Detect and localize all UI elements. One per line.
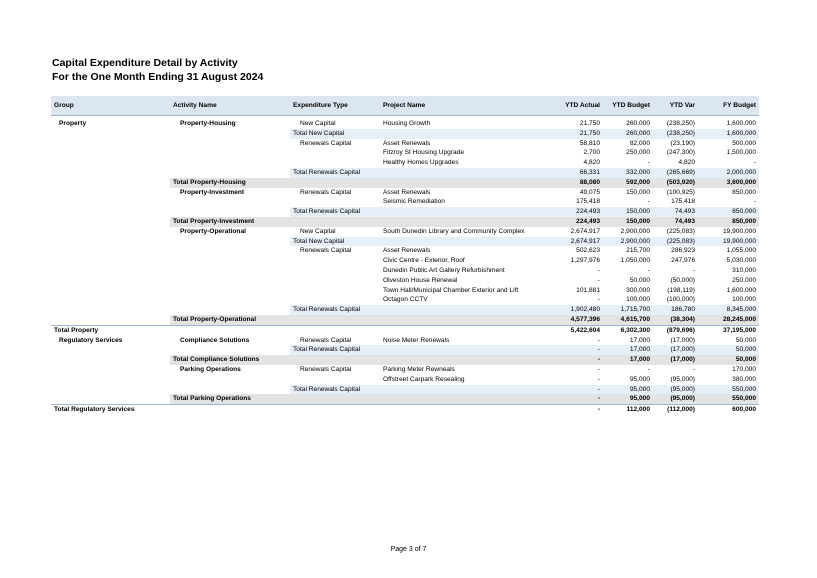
cell-group [51,394,170,404]
cell-ytd-actual: 2,674,917 [570,227,600,235]
cell-fy-budget: 37,195,000 [698,325,759,335]
cell-ytd-var: (95,000) [670,375,695,383]
cell-expenditure-type: Renewals Capital [300,188,352,196]
cell-ytd-budget: 17,000 [603,355,653,365]
cell-ytd-budget: 2,900,000 [603,237,653,247]
cell-activity [170,139,290,149]
table-row [51,139,759,149]
table-row [51,266,759,276]
cell-expenditure-type [290,178,380,188]
cell-ytd-actual: - [550,355,603,365]
cell-group: Property [59,120,87,127]
cell-ytd-actual: 58,810 [579,139,600,147]
cell-group [51,305,170,315]
cell-ytd-budget: 592,000 [603,178,653,188]
cell-ytd-actual: 4,577,396 [550,315,603,325]
cell-project: Noise Meter Renewals [383,336,450,344]
cell-expenditure-type [290,375,380,385]
cell-group [51,246,170,256]
cell-activity [170,168,290,178]
cell-activity [170,286,290,296]
cell-expenditure-type [290,315,380,325]
cell-ytd-actual: 2,700 [583,149,600,157]
cell-group [51,168,170,178]
table-row [51,365,759,375]
cell-expenditure-type [290,217,380,227]
cell-group [51,365,170,375]
capex-table [51,96,759,415]
cell-project [380,168,550,178]
cell-expenditure-type [290,276,380,286]
cell-ytd-actual: 175,418 [576,198,600,206]
cell-ytd-budget: 100,000 [626,296,650,304]
report-title: Capital Expenditure Detail by Activity [52,57,238,69]
cell-activity: Compliance Solutions [180,336,250,344]
cell-ytd-actual: - [597,296,600,304]
cell-activity [170,375,290,385]
table-row [51,355,759,365]
cell-ytd-var: 4,820 [678,159,695,167]
cell-ytd-budget: 300,000 [626,286,650,294]
cell-ytd-var: (17,000) [670,336,695,344]
cell-expenditure-type: Renewals Capital [300,247,352,255]
cell-ytd-budget: 1,715,700 [603,305,653,315]
cell-activity [170,256,290,266]
cell-fy-budget: 1,600,000 [726,286,756,294]
cell-group [51,375,170,385]
cell-activity [170,129,290,139]
cell-ytd-budget: 95,000 [629,375,650,383]
cell-ytd-var: (265,669) [653,168,698,178]
table-row [51,158,759,168]
cell-fy-budget: 100,000 [732,296,756,304]
cell-fy-budget: 50,000 [698,355,759,365]
cell-project: Healthy Homes Upgrades [383,159,459,167]
cell-group [51,188,170,198]
cell-fy-budget: 19,900,000 [698,237,759,247]
cell-group [51,256,170,266]
cell-expenditure-type [290,325,380,335]
cell-project [380,237,550,247]
cell-ytd-actual: 66,331 [550,168,603,178]
table-row [51,168,759,178]
table-row [51,405,759,415]
cell-activity [170,197,290,207]
cell-ytd-actual: 21,750 [550,129,603,139]
cell-ytd-budget: 215,700 [626,247,650,255]
cell-fy-budget: 1,600,000 [726,120,756,127]
report-period: For the One Month Ending 31 August 2024 [52,71,264,83]
cell-ytd-actual: 4,820 [583,159,600,167]
cell-activity: Property-Operational [180,227,246,235]
cell-project [380,355,550,365]
table-row [51,256,759,266]
cell-activity: Total Parking Operations [170,394,290,404]
cell-expenditure-type: Total Renewals Capital [290,168,380,178]
cell-fy-budget: 500,000 [732,139,756,147]
cell-ytd-actual: - [550,405,603,415]
cell-expenditure-type: Total New Capital [290,129,380,139]
cell-ytd-budget: - [647,266,650,274]
cell-group [51,295,170,305]
cell-group [51,286,170,296]
cell-project: Dunedin Public Art Gallery Refurbishment [383,266,505,274]
cell-group [51,217,170,227]
cell-project: Octagon CCTV [383,296,428,304]
cell-ytd-var: (50,000) [670,276,695,284]
cell-fy-budget: 310,000 [732,266,756,274]
cell-fy-budget: 170,000 [732,365,756,373]
cell-ytd-budget: 4,615,700 [603,315,653,325]
cell-ytd-var: (503,920) [653,178,698,188]
cell-ytd-var: - [692,266,695,274]
cell-activity [170,148,290,158]
cell-ytd-var: (879,696) [653,325,698,335]
cell-expenditure-type: Renewals Capital [300,336,352,344]
cell-activity: Property-Housing [180,120,236,127]
col-header-fy-budget: FY Budget [698,96,759,116]
cell-ytd-actual: 224,493 [550,207,603,217]
cell-ytd-var: (23,190) [670,139,695,147]
cell-group: Total Regulatory Services [51,405,170,415]
cell-fy-budget: 50,000 [735,336,756,344]
cell-project: Asset Renewals [383,139,431,147]
cell-ytd-budget: 2,900,000 [620,227,650,235]
cell-fy-budget: 3,600,000 [698,178,759,188]
cell-ytd-actual: - [550,385,603,395]
cell-activity [170,266,290,276]
cell-expenditure-type: Total Renewals Capital [290,385,380,395]
cell-ytd-budget: - [647,365,650,373]
table-row [51,345,759,355]
cell-ytd-var: (225,083) [653,237,698,247]
cell-expenditure-type: New Capital [300,227,336,235]
table-row [51,178,759,188]
cell-ytd-var: (247,300) [666,149,695,157]
cell-project [380,207,550,217]
cell-fy-budget: 28,245,000 [698,315,759,325]
cell-ytd-budget: 50,000 [629,276,650,284]
col-header-ytd-budget: YTD Budget [603,96,653,116]
cell-ytd-var: 247,976 [671,257,695,265]
cell-ytd-budget: 260,000 [626,120,650,127]
cell-group [51,178,170,188]
cell-fy-budget: 380,000 [732,375,756,383]
cell-ytd-var: (238,250) [666,120,695,127]
cell-ytd-budget: 1,050,000 [620,257,650,265]
cell-ytd-var: (225,083) [666,227,695,235]
cell-expenditure-type [290,266,380,276]
cell-ytd-var: (95,000) [653,394,698,404]
cell-group: Regulatory Services [59,336,123,344]
cell-ytd-var: 286,923 [671,247,695,255]
cell-ytd-actual: 224,493 [550,217,603,227]
cell-ytd-actual: - [597,365,600,373]
table-body [51,116,759,415]
table-row [51,188,759,198]
cell-expenditure-type [290,197,380,207]
table-row [51,227,759,237]
cell-ytd-actual: 101,881 [576,286,600,294]
table-row [51,315,759,325]
cell-fy-budget: 850,000 [698,207,759,217]
cell-ytd-budget: 332,000 [603,168,653,178]
cell-expenditure-type: Renewals Capital [300,139,352,147]
table-row [51,217,759,227]
cell-project [380,345,550,355]
table-row [51,207,759,217]
table-row [51,385,759,395]
cell-project [380,394,550,404]
cell-activity: Total Compliance Solutions [170,355,290,365]
cell-expenditure-type [290,286,380,296]
cell-group [51,227,170,237]
cell-ytd-var: (17,000) [653,355,698,365]
cell-project [380,305,550,315]
cell-expenditure-type [290,256,380,266]
cell-ytd-budget: 6,302,300 [603,325,653,335]
cell-group [51,266,170,276]
table-row [51,119,759,129]
cell-project: Parking Meter Rewneals [383,365,455,373]
cell-project [380,405,550,415]
cell-project [380,385,550,395]
cell-project: Seismic Remediation [383,198,445,206]
col-header-project: Project Name [380,96,550,116]
table-row [51,129,759,139]
cell-expenditure-type: Total New Capital [290,237,380,247]
cell-ytd-budget: 82,000 [629,139,650,147]
cell-activity: Property-Investment [180,188,245,196]
cell-expenditure-type: Total Renewals Capital [290,305,380,315]
cell-group [51,207,170,217]
cell-activity [170,207,290,217]
cell-ytd-budget: 250,000 [626,149,650,157]
col-header-group: Group [51,96,170,116]
cell-ytd-var: (95,000) [653,385,698,395]
cell-ytd-actual: - [550,394,603,404]
cell-fy-budget: 850,000 [698,217,759,227]
cell-expenditure-type [290,158,380,168]
page-number: Page 3 of 7 [390,546,427,553]
cell-project [380,217,550,227]
cell-ytd-actual: 502,623 [576,247,600,255]
cell-ytd-var: (112,000) [653,405,698,415]
cell-project: South Dunedin Library and Community Complex [383,227,525,235]
cell-ytd-var: (238,250) [653,129,698,139]
cell-group [51,197,170,207]
cell-fy-budget: 19,900,000 [722,227,756,235]
col-header-expenditure-type: Expenditure Type [290,96,380,116]
cell-ytd-budget: 150,000 [603,207,653,217]
cell-ytd-actual: - [597,336,600,344]
cell-expenditure-type: New Capital [300,120,336,127]
cell-project: Fitzroy St Housing Upgrade [383,149,464,157]
cell-activity [170,305,290,315]
cell-activity [170,385,290,395]
cell-project: Civic Centre - Exterior, Roof [383,257,465,265]
cell-project [380,129,550,139]
col-header-activity: Activity Name [170,96,290,116]
cell-group [51,139,170,149]
cell-ytd-var: (100,000) [666,296,695,304]
cell-ytd-var: 74,493 [653,207,698,217]
cell-group [51,345,170,355]
cell-group: Total Property [51,325,170,335]
cell-project: Asset Renewals [383,188,431,196]
cell-project: Offstreet Carpark Resealing [383,375,465,383]
table-row [51,375,759,385]
table-row [51,336,759,346]
col-header-ytd-actual: YTD Actual [550,96,603,116]
cell-ytd-budget: 17,000 [603,345,653,355]
cell-project [380,315,550,325]
table-row [51,295,759,305]
cell-ytd-budget: 95,000 [603,394,653,404]
cell-project: Olveston House Renewal [383,276,458,284]
cell-group [51,355,170,365]
cell-ytd-var: (17,000) [653,345,698,355]
cell-ytd-budget: - [647,159,650,167]
cell-ytd-actual: 1,902,480 [550,305,603,315]
cell-activity [170,246,290,256]
cell-project: Town Hall/Municipal Chamber Exterior and Lift [383,286,519,294]
cell-activity [170,405,290,415]
cell-ytd-var: (38,304) [653,315,698,325]
cell-ytd-var: (198,119) [667,286,695,294]
cell-activity [170,295,290,305]
cell-group [51,237,170,247]
cell-project: Asset Renewals [383,247,431,255]
table-row [51,286,759,296]
table-header-row [51,96,759,116]
cell-expenditure-type [290,394,380,404]
cell-ytd-actual: 21,750 [579,120,600,127]
cell-expenditure-type [290,355,380,365]
cell-ytd-actual: - [597,375,600,383]
cell-expenditure-type [290,148,380,158]
cell-group [51,148,170,158]
cell-project: Housing Growth [383,120,431,127]
cell-expenditure-type: Total Renewals Capital [290,207,380,217]
cell-fy-budget: - [753,159,756,167]
cell-group [51,158,170,168]
cell-ytd-actual: 88,080 [550,178,603,188]
cell-ytd-budget: 150,000 [626,188,650,196]
cell-ytd-actual: - [597,266,600,274]
table-row [51,394,759,404]
cell-ytd-budget: 260,000 [603,129,653,139]
cell-ytd-actual: - [597,276,600,284]
table-row [51,237,759,247]
cell-fy-budget: 600,000 [698,405,759,415]
cell-group [51,385,170,395]
table-row [51,305,759,315]
cell-ytd-budget: - [647,198,650,206]
cell-project [380,178,550,188]
cell-activity: Total Property-Investment [170,217,290,227]
cell-ytd-actual: 5,422,604 [550,325,603,335]
cell-fy-budget: 2,000,000 [698,168,759,178]
cell-expenditure-type: Renewals Capital [300,365,352,373]
cell-activity [170,158,290,168]
cell-activity: Total Property-Operational [170,315,290,325]
cell-activity [170,276,290,286]
cell-ytd-var: 74,493 [653,217,698,227]
cell-fy-budget: 5,030,000 [726,257,756,265]
table-row [51,325,759,335]
cell-expenditure-type [290,295,380,305]
table-row [51,148,759,158]
table-row [51,197,759,207]
cell-group [51,315,170,325]
table-row [51,246,759,256]
cell-expenditure-type [290,405,380,415]
cell-fy-budget: - [753,198,756,206]
col-header-ytd-var: YTD Var [653,96,698,116]
cell-fy-budget: 250,000 [732,276,756,284]
cell-fy-budget: 8,345,000 [698,305,759,315]
cell-ytd-actual: 49,075 [579,188,600,196]
cell-ytd-actual: - [550,345,603,355]
cell-activity [170,345,290,355]
cell-activity: Parking Operations [180,365,241,373]
cell-fy-budget: 1,600,000 [698,129,759,139]
cell-ytd-var: - [692,365,695,373]
cell-ytd-budget: 150,000 [603,217,653,227]
cell-fy-budget: 550,000 [698,394,759,404]
table-row [51,276,759,286]
cell-fy-budget: 50,000 [698,345,759,355]
cell-ytd-budget: 17,000 [629,336,650,344]
cell-activity: Total Property-Housing [170,178,290,188]
cell-group [51,129,170,139]
cell-group [51,276,170,286]
cell-fy-budget: 1,055,000 [726,247,756,255]
cell-ytd-actual: 1,297,976 [570,257,600,265]
cell-fy-budget: 1,500,000 [726,149,756,157]
cell-ytd-budget: 112,000 [603,405,653,415]
cell-ytd-var: 175,418 [671,198,695,206]
cell-ytd-actual: 2,674,917 [550,237,603,247]
cell-ytd-var: 186,780 [653,305,698,315]
cell-fy-budget: 550,000 [698,385,759,395]
cell-fy-budget: 850,000 [732,188,756,196]
cell-ytd-budget: 95,000 [603,385,653,395]
cell-ytd-var: (100,925) [666,188,695,196]
cell-expenditure-type: Total Renewals Capital [290,345,380,355]
cell-activity [170,325,290,335]
cell-activity [170,237,290,247]
cell-project [380,325,550,335]
